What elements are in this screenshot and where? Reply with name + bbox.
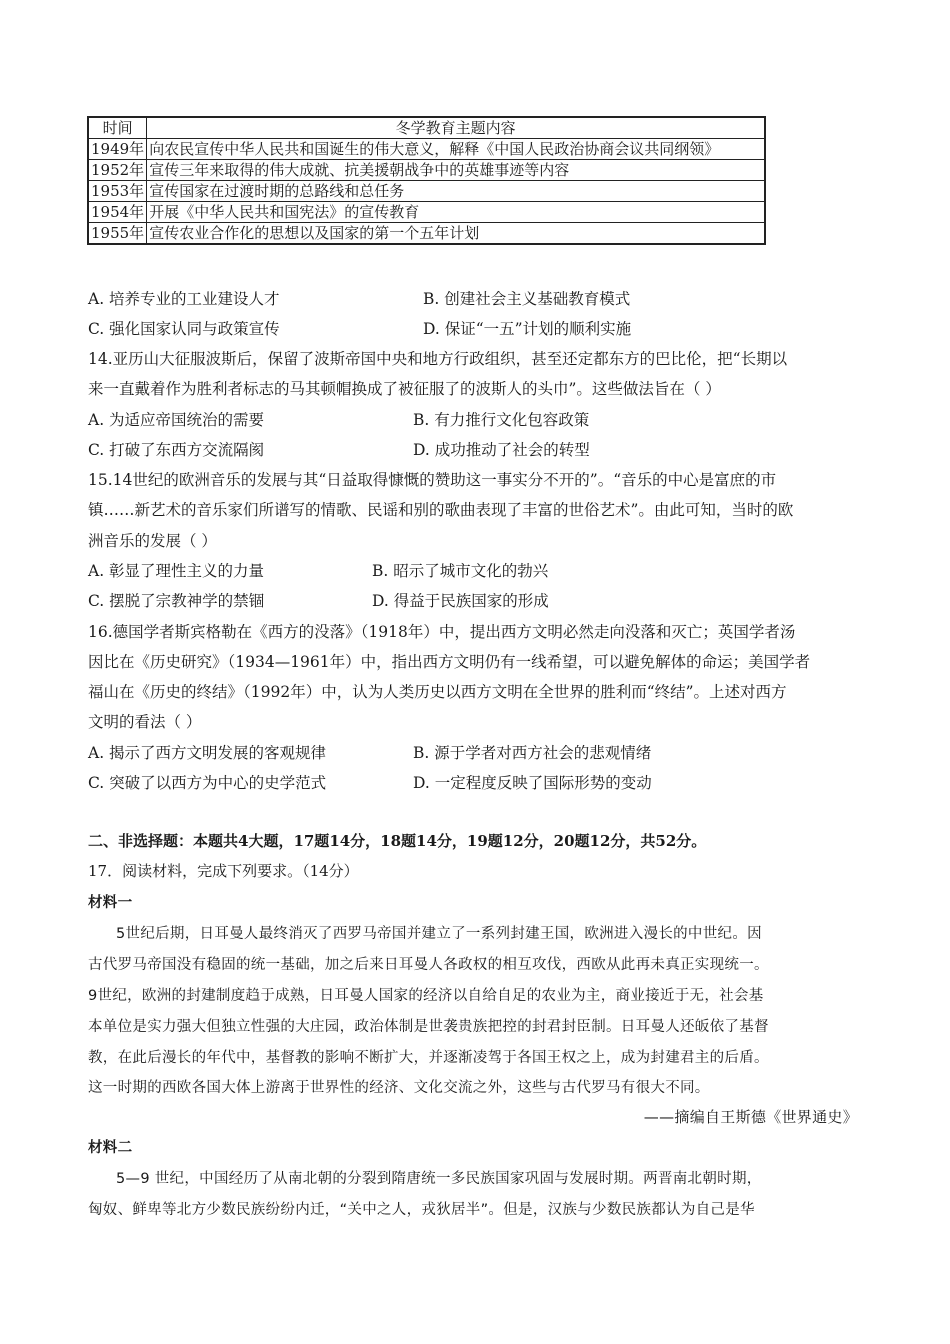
q13-option-d: D. 保证“一五”计划的顺利实施 xyxy=(423,320,632,338)
q13-option-c: C. 强化国家认同与政策宣传 xyxy=(88,320,280,338)
table-cell-content: 向农民宣传中华人民共和国诞生的伟大意义，解释《中国人民政治协商会议共同纲领》 xyxy=(147,139,765,160)
table-header-time: 时间 xyxy=(88,117,147,139)
table-header-content: 冬学教育主题内容 xyxy=(147,117,765,139)
q17-stem: 17．阅读材料，完成下列要求。（14分） xyxy=(88,862,359,880)
q13-option-a: A. 培养专业的工业建设人才 xyxy=(88,290,280,308)
material1-line: 本单位是实力强大但独立性强的大庄园，政治体制是世袭贵族把控的封君封臣制。日耳曼人还皈依了基督 xyxy=(88,1019,769,1035)
table-cell-year: 1953年 xyxy=(88,181,147,202)
material1-line: 9世纪，欧洲的封建制度趋于成熟，日耳曼人国家的经济以自给自足的农业为主，商业接近于无，社会基 xyxy=(88,988,764,1004)
table-row xyxy=(88,160,765,181)
q13-option-b: B. 创建社会主义基础教育模式 xyxy=(423,290,631,308)
table-cell-year: 1954年 xyxy=(88,202,147,223)
table-cell-year: 1955年 xyxy=(88,223,147,245)
material2-line: 匈奴、鲜卑等北方少数民族纷纷内迁，“关中之人，戎狄居半”。但是，汉族与少数民族都认为自己是华 xyxy=(88,1202,755,1218)
winter-study-table xyxy=(87,116,766,245)
material1-line: 教，在此后漫长的年代中，基督教的影响不断扩大，并逐渐凌驾于各国王权之上，成为封建君主的后盾。 xyxy=(88,1050,769,1066)
table-row xyxy=(88,202,765,223)
table-cell-content: 宣传三年来取得的伟大成就、抗美援朝战争中的英雄事迹等内容 xyxy=(147,160,765,181)
q14-option-c: C. 打破了东西方交流隔阂 xyxy=(88,441,265,459)
table-cell-content: 宣传农业合作化的思想以及国家的第一个五年计划 xyxy=(147,223,765,245)
q14-option-a: A. 为适应帝国统治的需要 xyxy=(88,411,265,429)
material1-line: 古代罗马帝国没有稳固的统一基础，加之后来日耳曼人各政权的相互攻伐，西欧从此再未真正实现统一。 xyxy=(88,957,769,973)
q16-option-b: B. 源于学者对西方社会的悲观情绪 xyxy=(413,744,652,762)
q15-option-d: D. 得益于民族国家的形成 xyxy=(372,592,549,610)
q14-stem-line: 来一直戴着作为胜利者标志的马其顿帽换成了被征服了的波斯人的头巾”。这些做法旨在（ ） xyxy=(88,380,721,398)
section-title: 二、非选择题：本题共4大题，17题14分，18题14分，19题12分，20题12分，共52分。 xyxy=(88,832,707,850)
q14-option-d: D. 成功推动了社会的转型 xyxy=(413,441,590,459)
material1-label: 材料一 xyxy=(88,895,133,911)
material1-line: 5世纪后期，日耳曼人最终消灭了西罗马帝国并建立了一系列封建王国，欧洲进入漫长的中世纪。因 xyxy=(116,926,762,942)
q16-option-d: D. 一定程度反映了国际形势的变动 xyxy=(413,774,652,792)
table-row xyxy=(88,139,765,160)
material2-line: 5—9 世纪，中国经历了从南北朝的分裂到隋唐统一多民族国家巩固与发展时期。两晋南北朝时期， xyxy=(116,1171,762,1187)
q16-option-c: C. 突破了以西方为中心的史学范式 xyxy=(88,774,327,792)
table-cell-year: 1952年 xyxy=(88,160,147,181)
q14-stem-line: 14.亚历山大征服波斯后，保留了波斯帝国中央和地方行政组织，甚至还定都东方的巴比伦，把“长期以 xyxy=(88,350,788,368)
q15-option-a: A. 彰显了理性主义的力量 xyxy=(88,562,265,580)
q16-stem-line: 文明的看法（ ） xyxy=(88,713,202,731)
table-row xyxy=(88,223,765,245)
material1-source: ——摘编自王斯德《世界通史》 xyxy=(643,1108,858,1126)
q15-option-c: C. 摆脱了宗教神学的禁锢 xyxy=(88,592,265,610)
material2-label: 材料二 xyxy=(88,1140,133,1156)
table-cell-content: 宣传国家在过渡时期的总路线和总任务 xyxy=(147,181,765,202)
q15-option-b: B. 昭示了城市文化的勃兴 xyxy=(372,562,549,580)
q16-option-a: A. 揭示了西方文明发展的客观规律 xyxy=(88,744,327,762)
table-cell-content: 开展《中华人民共和国宪法》的宣传教育 xyxy=(147,202,765,223)
q14-option-b: B. 有力推行文化包容政策 xyxy=(413,411,590,429)
table-cell-year: 1949年 xyxy=(88,139,147,160)
table-header-row xyxy=(88,117,765,139)
q15-stem-line: 洲音乐的发展（ ） xyxy=(88,532,217,550)
q15-stem-line: 镇……新艺术的音乐家们所谱写的情歌、民谣和别的歌曲表现了丰富的世俗艺术”。由此可知，当时的欧 xyxy=(88,501,794,519)
material1-line: 这一时期的西欧各国大体上游离于世界性的经济、文化交流之外，这些与古代罗马有很大不同。 xyxy=(88,1080,710,1096)
q16-stem-line: 因比在《历史研究》（1934—1961年）中，指出西方文明仍有一线希望，可以避免解体的命运；美国学者 xyxy=(88,653,811,671)
q15-stem-line: 15.14世纪的欧洲音乐的发展与其“日益取得慷慨的赞助这一事实分不开的”。“音乐的中心是富庶的市 xyxy=(88,471,777,489)
q16-stem-line: 16.德国学者斯宾格勒在《西方的没落》（1918年）中，提出西方文明必然走向没落和灭亡；英国学者汤 xyxy=(88,623,796,641)
q16-stem-line: 福山在《历史的终结》（1992年）中，认为人类历史以西方文明在全世界的胜利而“终结”。上述对西方 xyxy=(88,683,787,701)
table-row xyxy=(88,181,765,202)
